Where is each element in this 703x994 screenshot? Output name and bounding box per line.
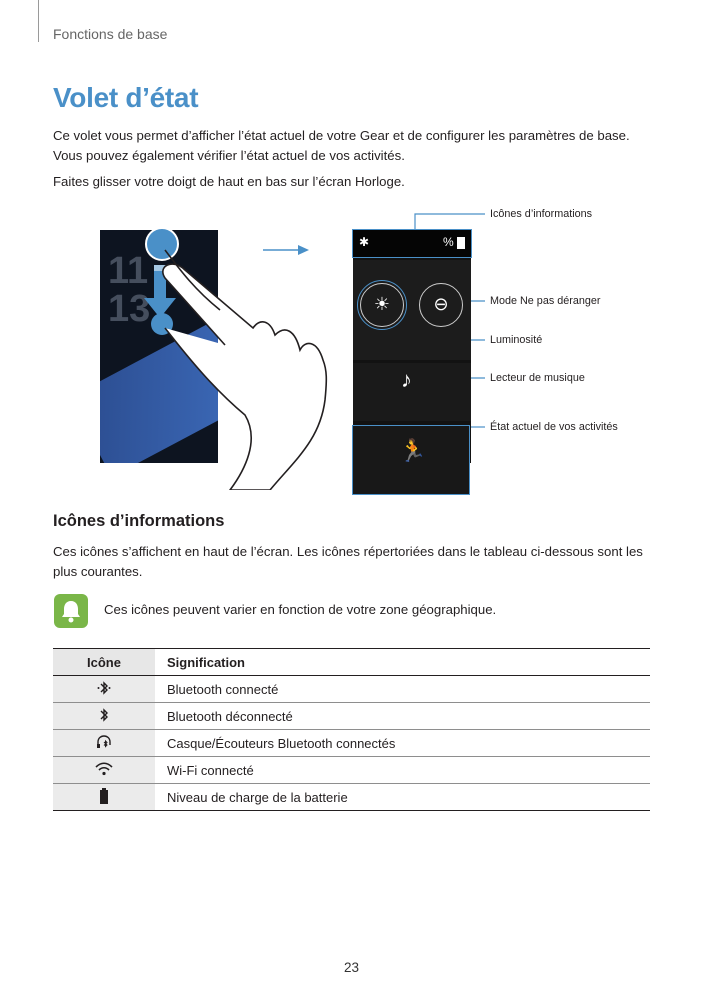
status-panel-illustration bbox=[95, 200, 655, 490]
table-row bbox=[53, 703, 650, 730]
intro-paragraph-2: Faites glisser votre doigt de haut en bas sur l’écran Horloge. bbox=[53, 174, 405, 189]
bluetooth-icon: ✱ bbox=[359, 235, 370, 249]
quick-settings-row bbox=[353, 260, 471, 360]
table-cell-meaning: Bluetooth connecté bbox=[155, 676, 650, 703]
bluetooth-headset-icon bbox=[53, 730, 155, 757]
music-note-icon: ♪ bbox=[401, 367, 412, 392]
callout-music-player: Lecteur de musique bbox=[490, 372, 585, 384]
touch-start-icon bbox=[146, 228, 178, 260]
callout-do-not-disturb: Mode Ne pas déranger bbox=[490, 295, 601, 307]
column-header-icon: Icône bbox=[53, 649, 155, 676]
running-header: Fonctions de base bbox=[53, 26, 168, 42]
table-row bbox=[53, 784, 650, 811]
battery-icon bbox=[53, 784, 155, 811]
wifi-icon bbox=[53, 757, 155, 784]
do-not-disturb-icon: ⊖ bbox=[419, 283, 463, 327]
callout-brightness: Luminosité bbox=[490, 334, 543, 346]
battery-percent: % bbox=[443, 235, 454, 249]
page-title: Volet d’état bbox=[53, 82, 199, 113]
music-player-widget bbox=[353, 363, 471, 421]
note-bell-icon bbox=[54, 594, 88, 628]
table-cell-meaning: Wi-Fi connecté bbox=[155, 757, 650, 784]
page-number: 23 bbox=[343, 960, 360, 975]
status-panel-screen bbox=[353, 230, 471, 463]
table-row bbox=[53, 730, 650, 757]
activity-status-card bbox=[352, 425, 470, 495]
bluetooth-disconnected-icon bbox=[53, 703, 155, 730]
table-row bbox=[53, 757, 650, 784]
transition-arrow-icon bbox=[263, 245, 309, 255]
bluetooth-connected-icon bbox=[53, 676, 155, 703]
status-bar bbox=[353, 230, 471, 257]
brightness-icon: ☀ bbox=[360, 283, 404, 327]
intro-paragraph-1: Ce volet vous permet d’afficher l’état actuel de votre Gear et de configurer les paramètres de base. Vous pouvez également vérifier l’état actuel de vos activités. bbox=[53, 128, 630, 163]
running-person-icon: 🏃 bbox=[399, 438, 427, 463]
header-rule bbox=[38, 0, 39, 42]
table-cell-meaning: Niveau de charge de la batterie bbox=[155, 784, 650, 811]
table-cell-meaning: Bluetooth déconnecté bbox=[155, 703, 650, 730]
callout-activity-status: État actuel de vos activités bbox=[490, 421, 618, 433]
section-title: Icônes d’informations bbox=[53, 512, 225, 530]
section-description: Ces icônes s’affichent en haut de l’écran. Les icônes répertoriées dans le tableau ci-dessous sont les plus courantes. bbox=[53, 544, 643, 579]
table-cell-meaning: Casque/Écouteurs Bluetooth connectés bbox=[155, 730, 650, 757]
table-header-row bbox=[53, 649, 650, 676]
callout-info-icons: Icônes d’informations bbox=[490, 208, 593, 220]
table-row bbox=[53, 676, 650, 703]
icon-table bbox=[53, 648, 650, 811]
note-text: Ces icônes peuvent varier en fonction de votre zone géographique. bbox=[104, 602, 497, 617]
clock-digits: 11 13 bbox=[108, 250, 151, 330]
battery-icon bbox=[457, 237, 465, 249]
column-header-meaning: Signification bbox=[155, 649, 650, 676]
